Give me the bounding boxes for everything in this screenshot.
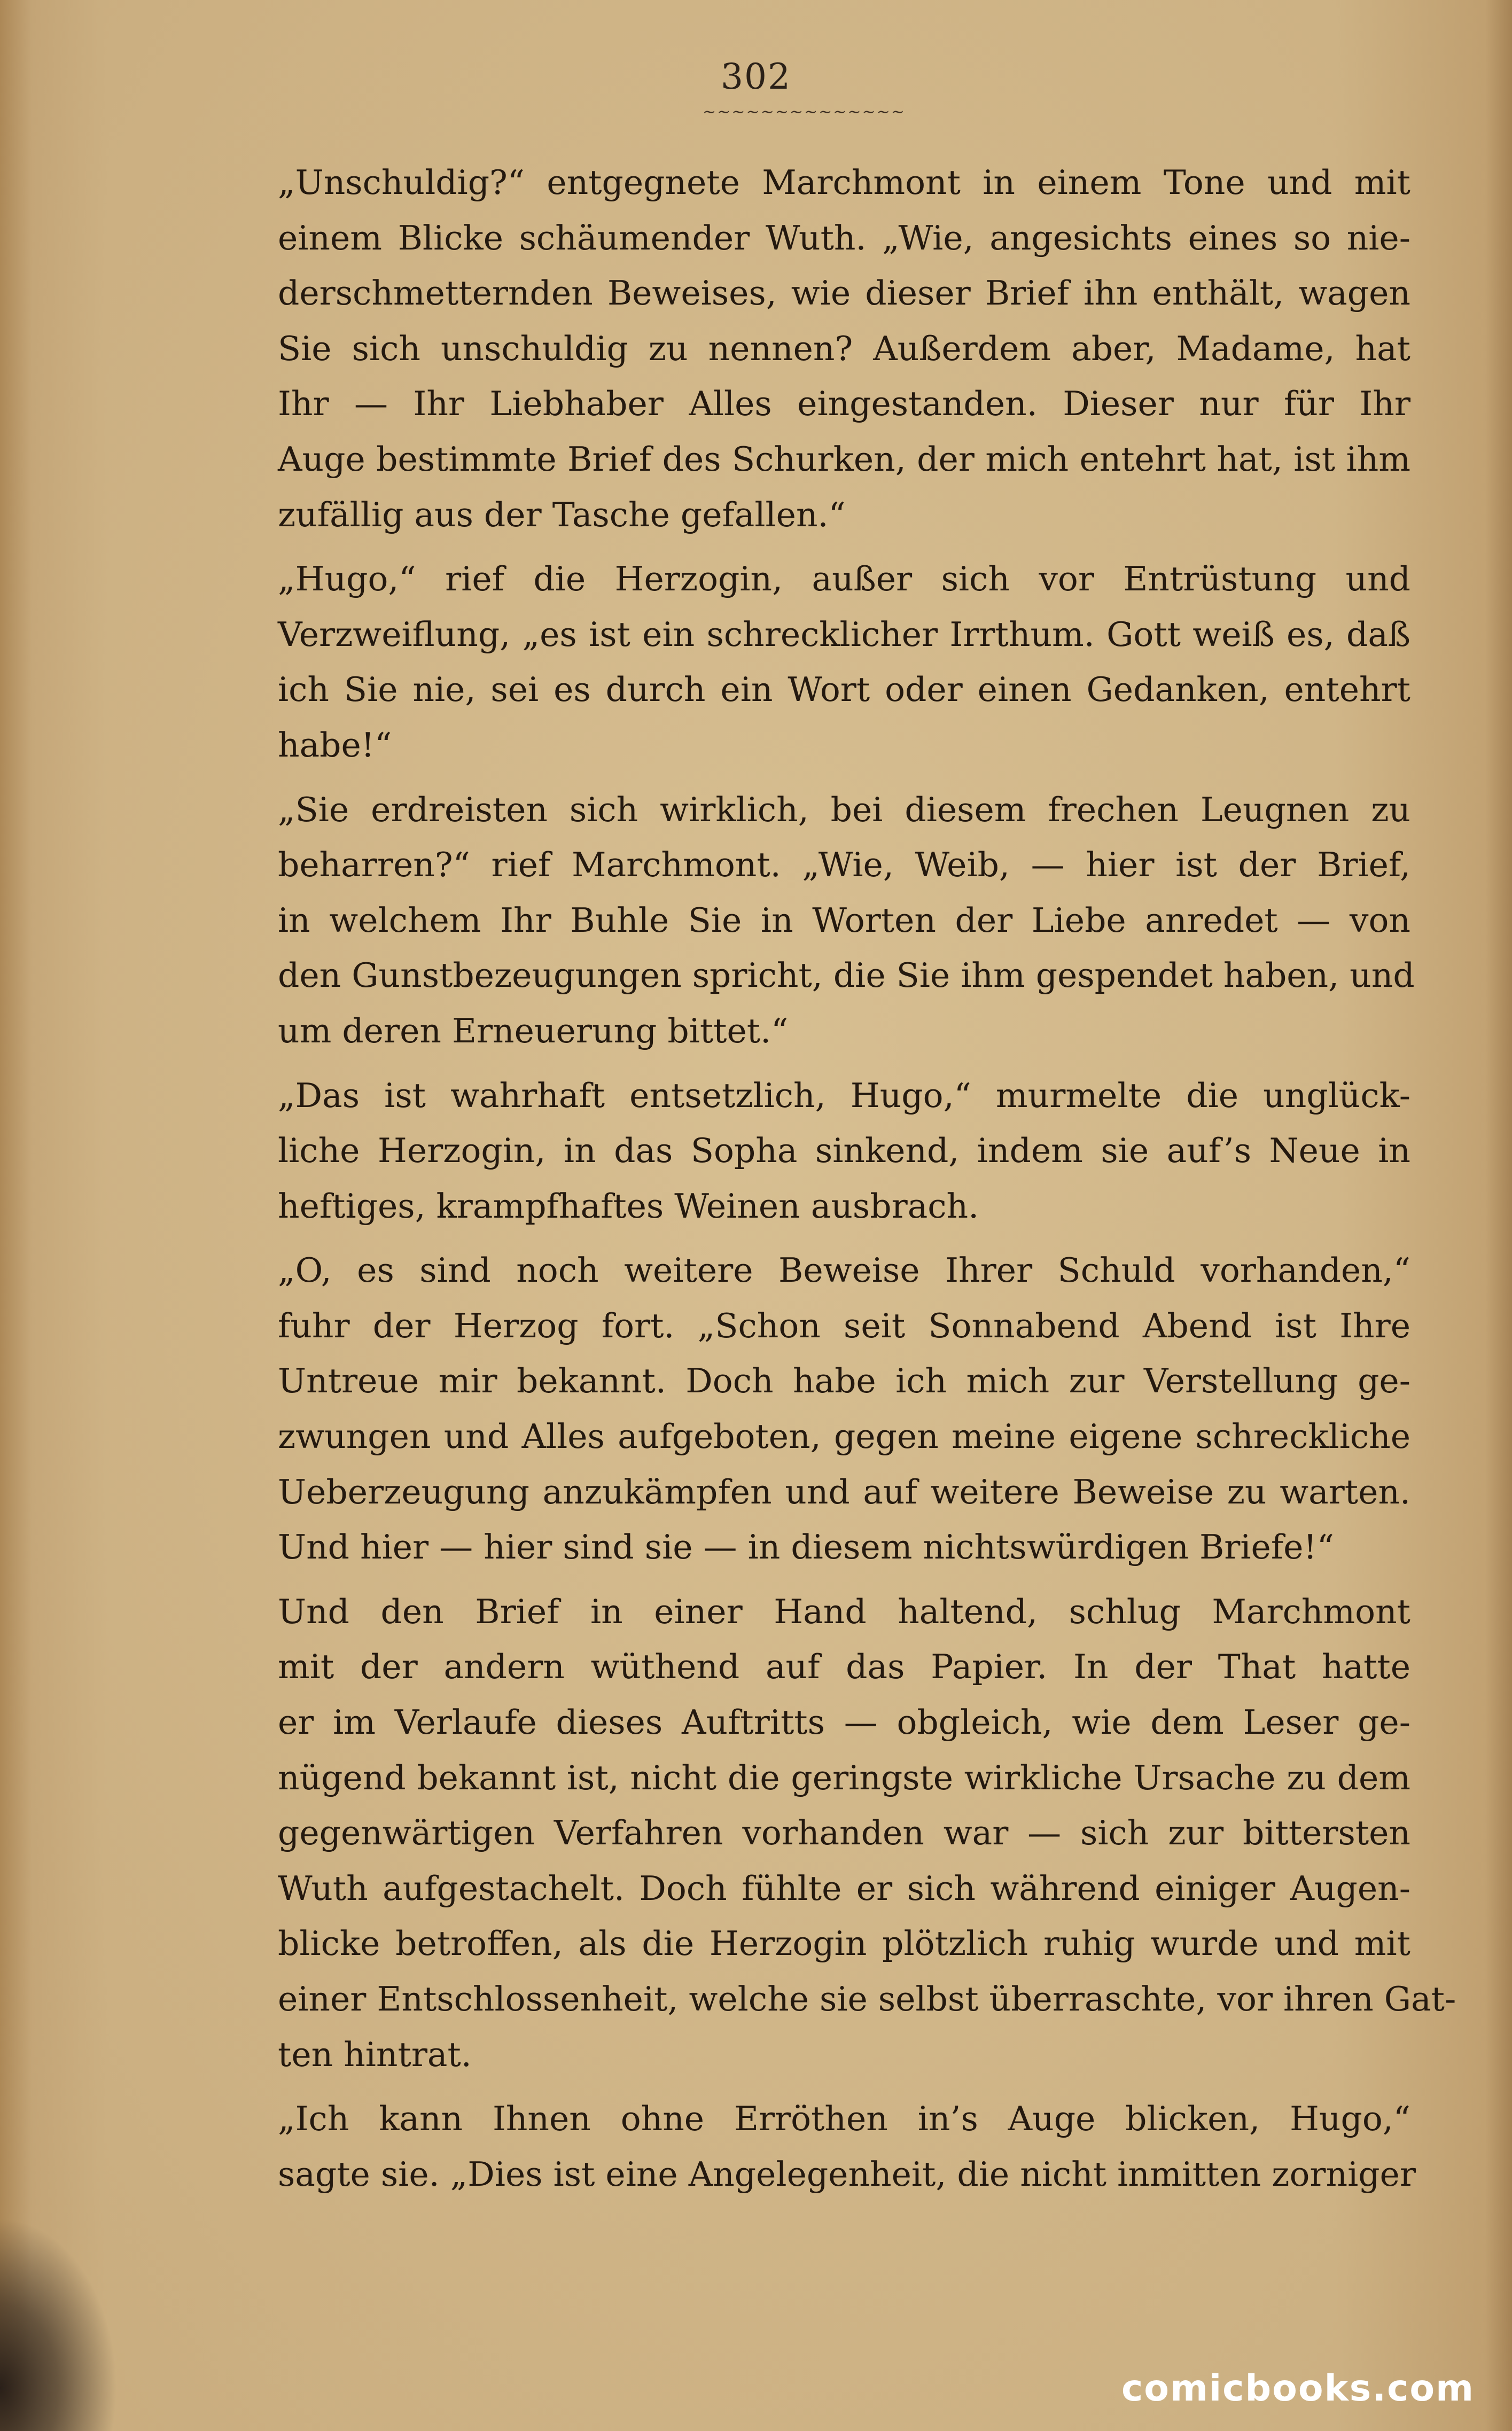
text-line: ich Sie nie, sei es durch ein Wort oder einen Gedanken, entehrt xyxy=(278,670,1410,710)
text-line: sagte sie. „Dies ist eine Angelegenheit, die nicht inmitten zorniger xyxy=(278,2154,1416,2194)
body-text xyxy=(187,155,1456,2211)
text-line: fuhr der Herzog fort. „Schon seit Sonnabend Abend ist Ihre xyxy=(278,1306,1410,1345)
text-line: nügend bekannt ist, nicht die geringste wirkliche Ursache zu dem xyxy=(278,1758,1410,1797)
text-line: „Sie erdreisten sich wirklich, bei diesem frechen Leugnen zu xyxy=(278,790,1410,829)
text-line: zwungen und Alles aufgeboten, gegen meine eigene schreckliche xyxy=(278,1417,1410,1456)
text-line: liche Herzogin, in das Sopha sinkend, indem sie auf’s Neue in xyxy=(278,1131,1410,1171)
text-line: Und den Brief in einer Hand haltend, schlug Marchmont xyxy=(278,1592,1410,1631)
text-line: beharren?“ rief Marchmont. „Wie, Weib, — hier ist der Brief, xyxy=(278,845,1410,885)
text-line: um deren Erneuerung bittet.“ xyxy=(278,1011,789,1050)
text-line: blicke betroffen, als die Herzogin plötzlich ruhig wurde und mit xyxy=(278,1924,1410,1963)
text-line: Ihr — Ihr Liebhaber Alles eingestanden. Dieser nur für Ihr xyxy=(278,384,1410,424)
text-line: heftiges, krampfhaftes Weinen ausbrach. xyxy=(278,1186,979,1226)
text-line: „Unschuldig?“ entgegnete Marchmont in einem Tone und mit xyxy=(278,163,1410,202)
paragraph xyxy=(187,1584,1456,2082)
paragraph xyxy=(187,782,1415,1059)
text-line: Auge bestimmte Brief des Schurken, der mich entehrt hat, ist ihm xyxy=(278,439,1410,479)
text-line: in welchem Ihr Buhle Sie in Worten der Liebe anredet — von xyxy=(278,900,1410,940)
paragraph xyxy=(187,1243,1410,1575)
page-number: 302 xyxy=(721,56,791,97)
text-line: „Ich kann Ihnen ohne Erröthen in’s Auge blicken, Hugo,“ xyxy=(278,2099,1410,2139)
text-line: Untreue mir bekannt. Doch habe ich mich zur Verstellung ge- xyxy=(278,1361,1410,1401)
text-line: „Hugo,“ rief die Herzogin, außer sich vor Entrüstung und xyxy=(278,559,1410,599)
paragraph xyxy=(187,551,1410,773)
text-line: einem Blicke schäumender Wuth. „Wie, angesichts eines so nie- xyxy=(278,218,1410,258)
paragraph xyxy=(187,2091,1416,2202)
text-line: Wuth aufgestachelt. Doch fühlte er sich während einiger Augen- xyxy=(278,1868,1410,1908)
watermark: comicbooks.com xyxy=(1121,2367,1475,2410)
text-line: „Das ist wahrhaft entsetzlich, Hugo,“ murmelte die unglück- xyxy=(278,1076,1410,1115)
text-line: derschmetternden Beweises, wie dieser Brief ihn enthält, wagen xyxy=(278,274,1410,313)
text-line: den Gunstbezeugungen spricht, die Sie ihm gespendet haben, und xyxy=(278,956,1415,995)
text-line: ten hintrat. xyxy=(278,2035,472,2074)
text-line: er im Verlaufe dieses Auftritts — obgleich, wie dem Leser ge- xyxy=(278,1703,1410,1742)
text-line: habe!“ xyxy=(278,725,392,765)
paragraph xyxy=(187,155,1410,542)
paragraph xyxy=(187,1068,1410,1234)
text-line: mit der andern wüthend auf das Papier. In der That hatte xyxy=(278,1647,1410,1687)
text-line: Sie sich unschuldig zu nennen? Außerdem aber, Madame, hat xyxy=(278,329,1410,368)
text-line: Und hier — hier sind sie — in diesem nichtswürdigen Briefe!“ xyxy=(278,1528,1334,1567)
text-line: „O, es sind noch weitere Beweise Ihrer Schuld vorhanden,“ xyxy=(278,1251,1410,1290)
header-ornament: ~~~~~~~~~~~~~~ xyxy=(703,107,906,118)
text-line: einer Entschlossenheit, welche sie selbst überraschte, vor ihren Gat- xyxy=(278,1980,1456,2019)
page-stain xyxy=(0,2217,118,2431)
text-line: Verzweiflung, „es ist ein schrecklicher Irrthum. Gott weiß es, daß xyxy=(278,614,1410,654)
text-line: Ueberzeugung anzukämpfen und auf weitere Beweise zu warten. xyxy=(278,1472,1410,1511)
text-line: gegenwärtigen Verfahren vorhanden war — sich zur bittersten xyxy=(278,1813,1410,1853)
text-line: zufällig aus der Tasche gefallen.“ xyxy=(278,495,846,534)
